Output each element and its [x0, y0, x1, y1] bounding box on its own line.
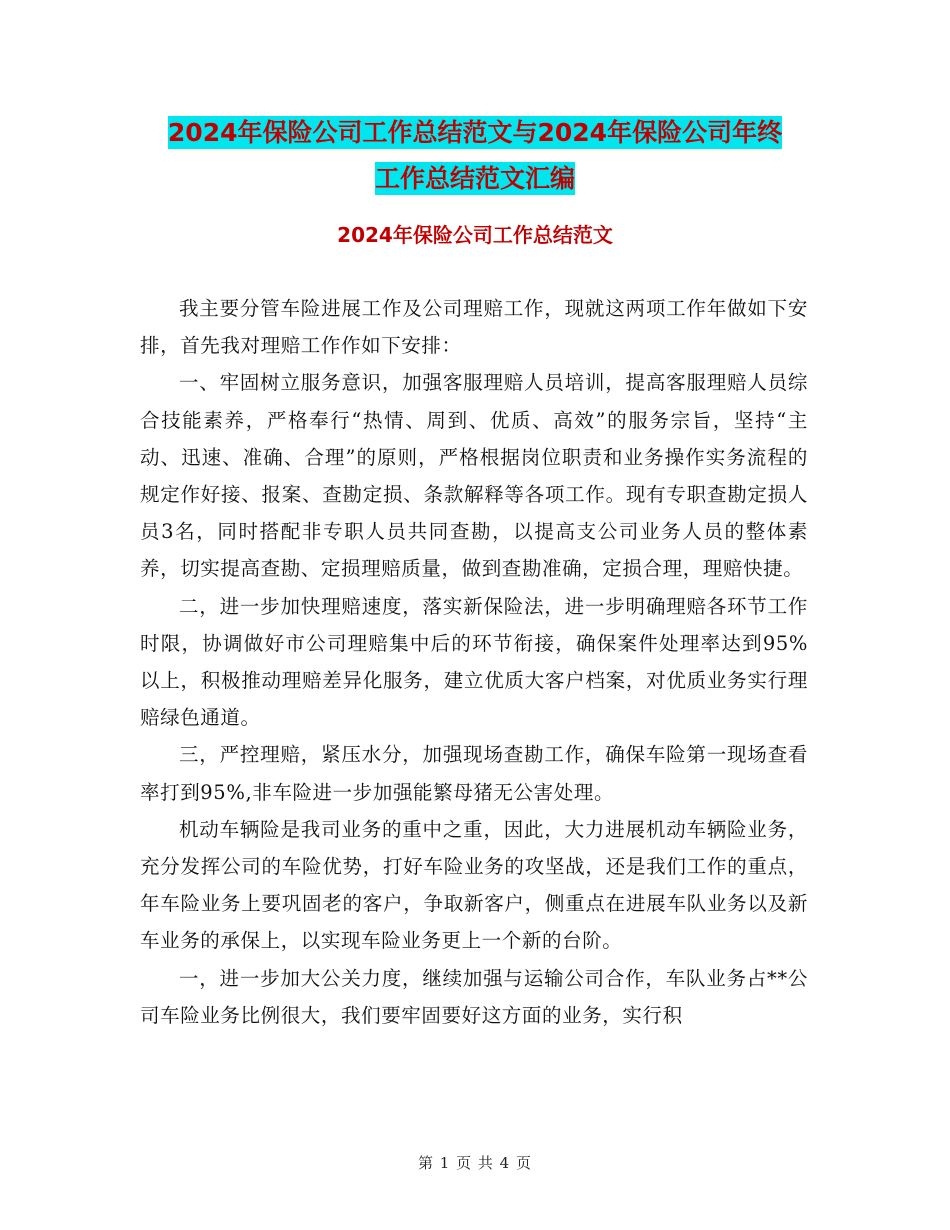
section-title: 2024年保险公司工作总结范文 [337, 223, 613, 247]
paragraph: 机动车辆险是我司业务的重中之重，因此，大力进展机动车辆险业务，充分发挥公司的车险优势，打好车险业务的攻坚战，还是我们工作的重点，年车险业务上要巩固老的客户，争取新客户，侧重点在进展车队业务以及新车业务的承保上，以实现车险业务更上一个新的台阶。 [140, 817, 808, 953]
paragraph: 一、牢固树立服务意识，加强客服理赔人员培训，提高客服理赔人员综合技能素养，严格奉行“热情、周到、优质、高效”的服务宗旨，坚持“主动、迅速、准确、合理”的原则，严格根据岗位职责和业务操作实务流程的规定作好接、报案、查勘定损、条款解释等各项工作。现有专职查勘定损人员3名，同时搭配非专职人员共同查勘，以提高支公司业务人员的整体素养，切实提高查勘、定损理赔质量，做到查勘准确，定损合理，理赔快捷。 [140, 371, 808, 581]
paragraph: 我主要分管车险进展工作及公司理赔工作，现就这两项工作年做如下安排，首先我对理赔工作作如下安排： [140, 297, 808, 358]
page-footer: 第 1 页 共 4 页 [418, 1154, 532, 1172]
document-body [140, 290, 808, 1034]
paragraph: 一，进一步加大公关力度，继续加强与运输公司合作，车队业务占**公司车险业务比例很大，我们要牢固要好这方面的业务，实行积 [140, 966, 808, 1027]
document-title-line-2: 工作总结范文汇编 [374, 164, 575, 193]
document-title-line-1: 2024年保险公司工作总结范文与2024年保险公司年终 [167, 118, 783, 147]
paragraph: 二，进一步加快理赔速度，落实新保险法，进一步明确理赔各环节工作时限，协调做好市公司理赔集中后的环节衔接，确保案件处理率达到95%以上，积极推动理赔差异化服务，建立优质大客户档案，对优质业务实行理赔绿色通道。 [140, 594, 808, 730]
paragraph: 三，严控理赔，紧压水分，加强现场查勘工作，确保车险第一现场查看率打到95%,非车险进一步加强能繁母猪无公害处理。 [140, 743, 808, 804]
document-title [100, 110, 850, 202]
